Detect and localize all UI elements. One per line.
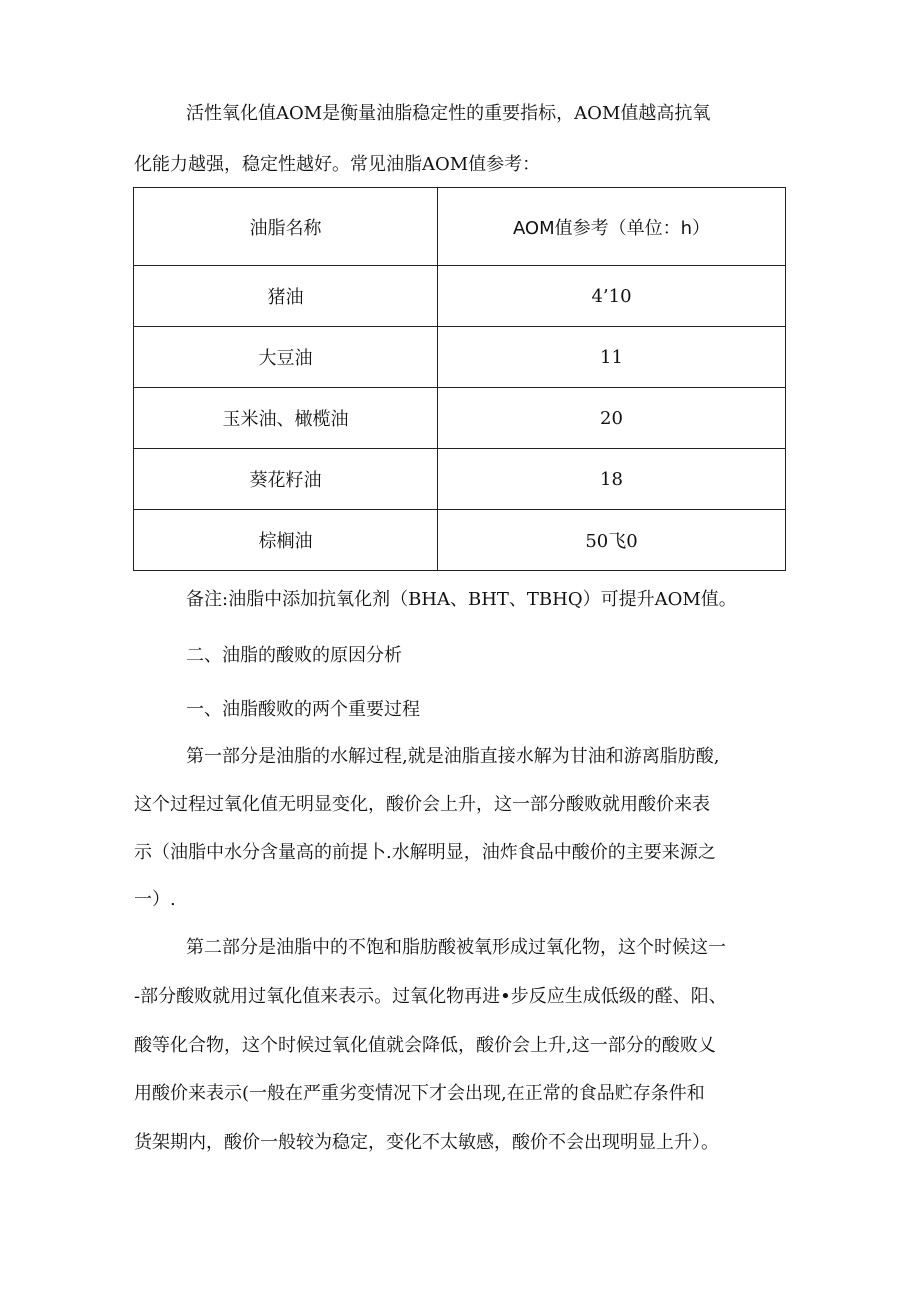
intro-line-2: 化能力越强，稳定性越好。常见油脂AOM值参考： (134, 154, 541, 175)
aom-value-cell: 11 (438, 327, 786, 388)
para2-line-5: 货架期内，酸价一般较为稳定，变化不太敏感，酸价不会出现明显上升）。 (134, 1132, 719, 1153)
table-row (134, 388, 786, 449)
para1-line-1: 第一部分是油脂的水解过程,就是油脂直接水解为甘油和游离脂肪酸, (186, 746, 720, 767)
oil-name-cell: 猪油 (134, 266, 438, 327)
oil-name-cell: 大豆油 (134, 327, 438, 388)
table-header-row (134, 188, 786, 266)
para2-line-2: -部分酸败就用过氧化值来表示。过氧化物再进•步反应生成低级的醛、阳、 (134, 986, 727, 1007)
intro-line-1: 活性氧化值AOM是衡量油脂稳定性的重要指标，AOM值越高抗氧 (186, 103, 711, 124)
table-row (134, 449, 786, 510)
oil-name-cell: 玉米油、橄榄油 (134, 388, 438, 449)
aom-value-cell: 18 (438, 449, 786, 510)
aom-value-cell: 20 (438, 388, 786, 449)
para2-line-1: 第二部分是油脂中的不饱和脂肪酸被氧形成过氧化物，这个时候这一 (186, 937, 726, 958)
para1-line-4: 一）. (134, 889, 176, 910)
table-note: 备注:油脂中添加抗氧化剂（BHA、BHT、TBHQ）可提升AOM值。 (186, 589, 737, 610)
subsection-heading-1: 一、油脂酸败的两个重要过程 (186, 699, 420, 720)
table-row (134, 510, 786, 571)
aom-table (133, 187, 786, 571)
para2-line-4: 用酸价来表示(一般在严重劣变情况下才会出现,在正常的食品贮存条件和 (134, 1083, 705, 1104)
table-row (134, 327, 786, 388)
aom-value-cell: 50飞0 (438, 510, 786, 571)
header-aom-value: AOM值参考（单位：h） (438, 188, 786, 266)
oil-name-cell: 葵花籽油 (134, 449, 438, 510)
para2-line-3: 酸等化合物，这个时候过氧化值就会降低，酸价会上升,这一部分的酸败乂 (134, 1035, 716, 1056)
section-heading-2: 二、油脂的酸败的原因分析 (186, 645, 402, 666)
para1-line-2: 这个过程过氧化值无明显变化，酸价会上升，这一部分酸败就用酸价来表 (134, 794, 710, 815)
table-row (134, 266, 786, 327)
header-oil-name: 油脂名称 (134, 188, 438, 266)
aom-value-cell: 4’10 (438, 266, 786, 327)
para1-line-3: 示（油脂中水分含量高的前提卜.水解明显，油炸食品中酸价的主要来源之 (134, 842, 716, 863)
oil-name-cell: 棕榈油 (134, 510, 438, 571)
